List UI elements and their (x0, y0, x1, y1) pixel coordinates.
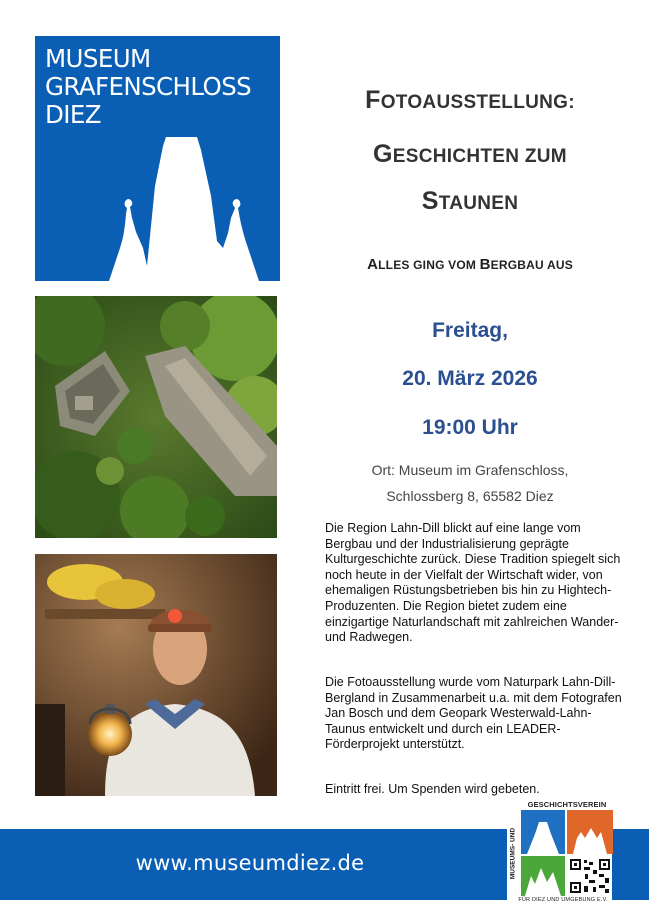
venue-line-2: Schlossberg 8, 65582 Diez (386, 488, 554, 504)
ruins-aerial-photo (35, 296, 277, 538)
event-date: 20. März 2026 (402, 367, 538, 390)
title-line-2: GESCHICHTEN ZUM (373, 140, 567, 168)
emblem-side-text: MUSEUMS- UND (509, 827, 517, 880)
emblem-top-text: GESCHICHTSVEREIN (527, 800, 607, 809)
admission-note: Eintritt frei. Um Spenden wird gebeten. (325, 782, 540, 796)
description-paragraph-1: Die Region Lahn-Dill blickt auf eine lange vom Bergbau und der Industrialisierung geprägte Kulturgeschichte zurück. Diese Tradition spiegelt sich noch heute in der Vielfalt der Wirtschaft wider, von ehemaligen Rüstungsbetrieben bis hin zu Hightech-Produzenten. Die Region bietet zudem eine einzigartige Naturlandschaft mit zahlreichen Wander- und Radwegen. (325, 521, 621, 645)
event-time: 19:00 Uhr (422, 416, 518, 439)
emblem-graphic (521, 810, 613, 896)
association-emblem (507, 800, 612, 908)
emblem-bottom-text: FÜR DIEZ UND UMGEBUNG E.V. (518, 897, 608, 903)
logo-line-3: DIEZ (45, 100, 101, 129)
logo-line-1: MUSEUM (45, 44, 151, 73)
venue-line-1: Ort: Museum im Grafenschloss, (371, 462, 569, 478)
title-line-3: STAUNEN (421, 187, 519, 215)
description-paragraph-2: Die Fotoausstellung wurde vom Naturpark Lahn-Dill-Bergland in Zusammenarbeit u.a. mit dem Fotografen Jan Bosch und dem Geopark Westerwald-Lahn-Taunus entwickelt und durch ein LEADER-Förderprojekt unterstützt. (325, 675, 622, 752)
logo-wordmark (45, 45, 251, 129)
logo-line-2: GRAFENSCHLOSS (45, 72, 252, 101)
museum-logo (35, 36, 280, 281)
website-link[interactable]: www.museumdiez.de (135, 851, 365, 875)
event-day: Freitag, (432, 319, 508, 342)
miner-photo (35, 554, 277, 796)
qr-code-icon (568, 857, 612, 895)
title-line-1: FOTOAUSSTELLUNG: (365, 86, 575, 114)
subtitle: ALLES GING VOM BERGBAU AUS (367, 256, 573, 273)
